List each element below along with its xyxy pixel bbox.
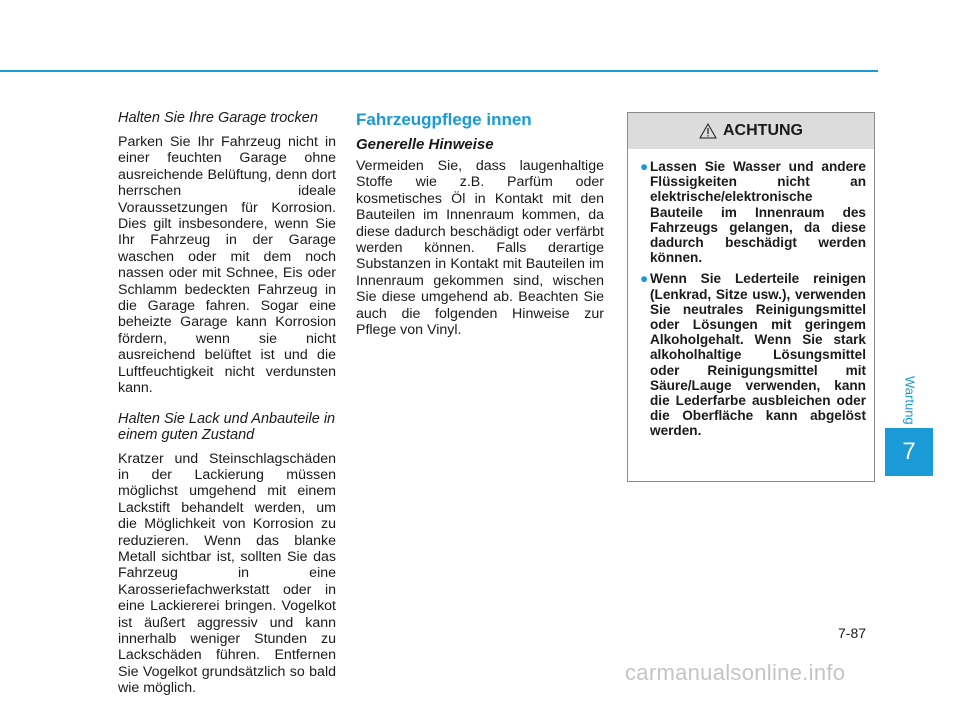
heading-paint: Halten Sie Lack und Anbauteile in einem guten Zustand bbox=[118, 410, 336, 443]
warning-header bbox=[628, 113, 874, 149]
warning-title: ACHTUNG bbox=[723, 122, 803, 139]
left-column bbox=[111, 110, 336, 711]
page-number: 7-87 bbox=[838, 625, 867, 641]
warning-item bbox=[640, 159, 866, 265]
warning-item bbox=[640, 271, 866, 438]
header-rule bbox=[0, 70, 878, 72]
chapter-tab: 7 bbox=[885, 428, 933, 476]
warning-item-text: Wenn Sie Lederteile reinigen (Lenkrad, Sitze usw.), verwenden Sie neutrales Reinigungsmittel oder Lösungen mit geringem Alkoholgehalt. Wenn Sie stark alkoholhaltige Lösungsmittel oder Reinigungsmittel mit Säure/Lauge verwenden, kann die Lederfarbe ausbleichen oder die Oberfläche kann abgelöst werden. bbox=[650, 271, 866, 439]
paragraph-paint: Kratzer und Steinschlagschäden in der Lackierung müssen möglichst umgehend mit einem Lackstift behandelt werden, um die Möglichkeit von Korrosion zu reduzieren. Wenn das blanke Metall sichtbar ist, sollten Sie das Fahrzeug in eine Karosseriefachwerkstatt oder in eine Lackiererei bringen. Vogelkot ist äußert aggressiv und kann innerhalb weniger Stunden zu Lackschäden führen. Entfernen Sie Vogelkot grundsätzlich so bald wie möglich. bbox=[118, 450, 336, 697]
section-title: Fahrzeugpflege innen bbox=[356, 110, 532, 129]
section-subheading: Generelle Hinweise bbox=[356, 136, 494, 153]
bullet-icon: ● bbox=[640, 159, 649, 174]
paragraph-interior-care: Vermeiden Sie, dass laugenhaltige Stoffe wie z.B. Parfüm oder kosmetisches Öl in Kontakt mit den Bauteilen im Innenraum kommen, da diese dadurch beschädigt oder verfärbt werden können. Falls derartige Substanzen in Kontakt mit Bauteilen im Innenraum gekommen sind, wischen Sie diese umgehend ab. Beachten Sie auch die folgenden Hinweise zur Pflege von Vinyl. bbox=[356, 158, 604, 339]
heading-garage: Halten Sie Ihre Garage trocken bbox=[118, 110, 318, 126]
warning-list bbox=[628, 149, 874, 439]
watermark: carmanualsonline.info bbox=[625, 660, 846, 685]
paragraph-garage: Parken Sie Ihr Fahrzeug nicht in einer feuchten Garage ohne ausreichende Belüftung, denn dort herrschen ideale Voraussetzungen für Korrosion. Dies gilt insbesondere, wenn Sie Ihr Fahrzeug in der Garage waschen oder mit dem noch nassen oder mit Schnee, Eis oder Schlamm bedeckten Fahrzeug in die Garage fahren. Sogar eine beheizte Garage kann Korrosion fördern, wenn sie nicht ausreichend belüftet ist und die Luftfeuchtigkeit nicht verdunsten kann. bbox=[118, 134, 336, 397]
chapter-side-label: Wartung bbox=[902, 375, 918, 425]
middle-column bbox=[356, 110, 604, 352]
warning-triangle-icon bbox=[699, 123, 717, 139]
bullet-icon: ● bbox=[640, 271, 649, 287]
warning-box bbox=[627, 112, 875, 482]
warning-item-text: Lassen Sie Wasser und andere Flüssigkeiten nicht an elektrische/elektronische Bauteile im Innenraum des Fahrzeugs gelangen, da diese dadurch beschädigt werden können. bbox=[650, 159, 866, 266]
